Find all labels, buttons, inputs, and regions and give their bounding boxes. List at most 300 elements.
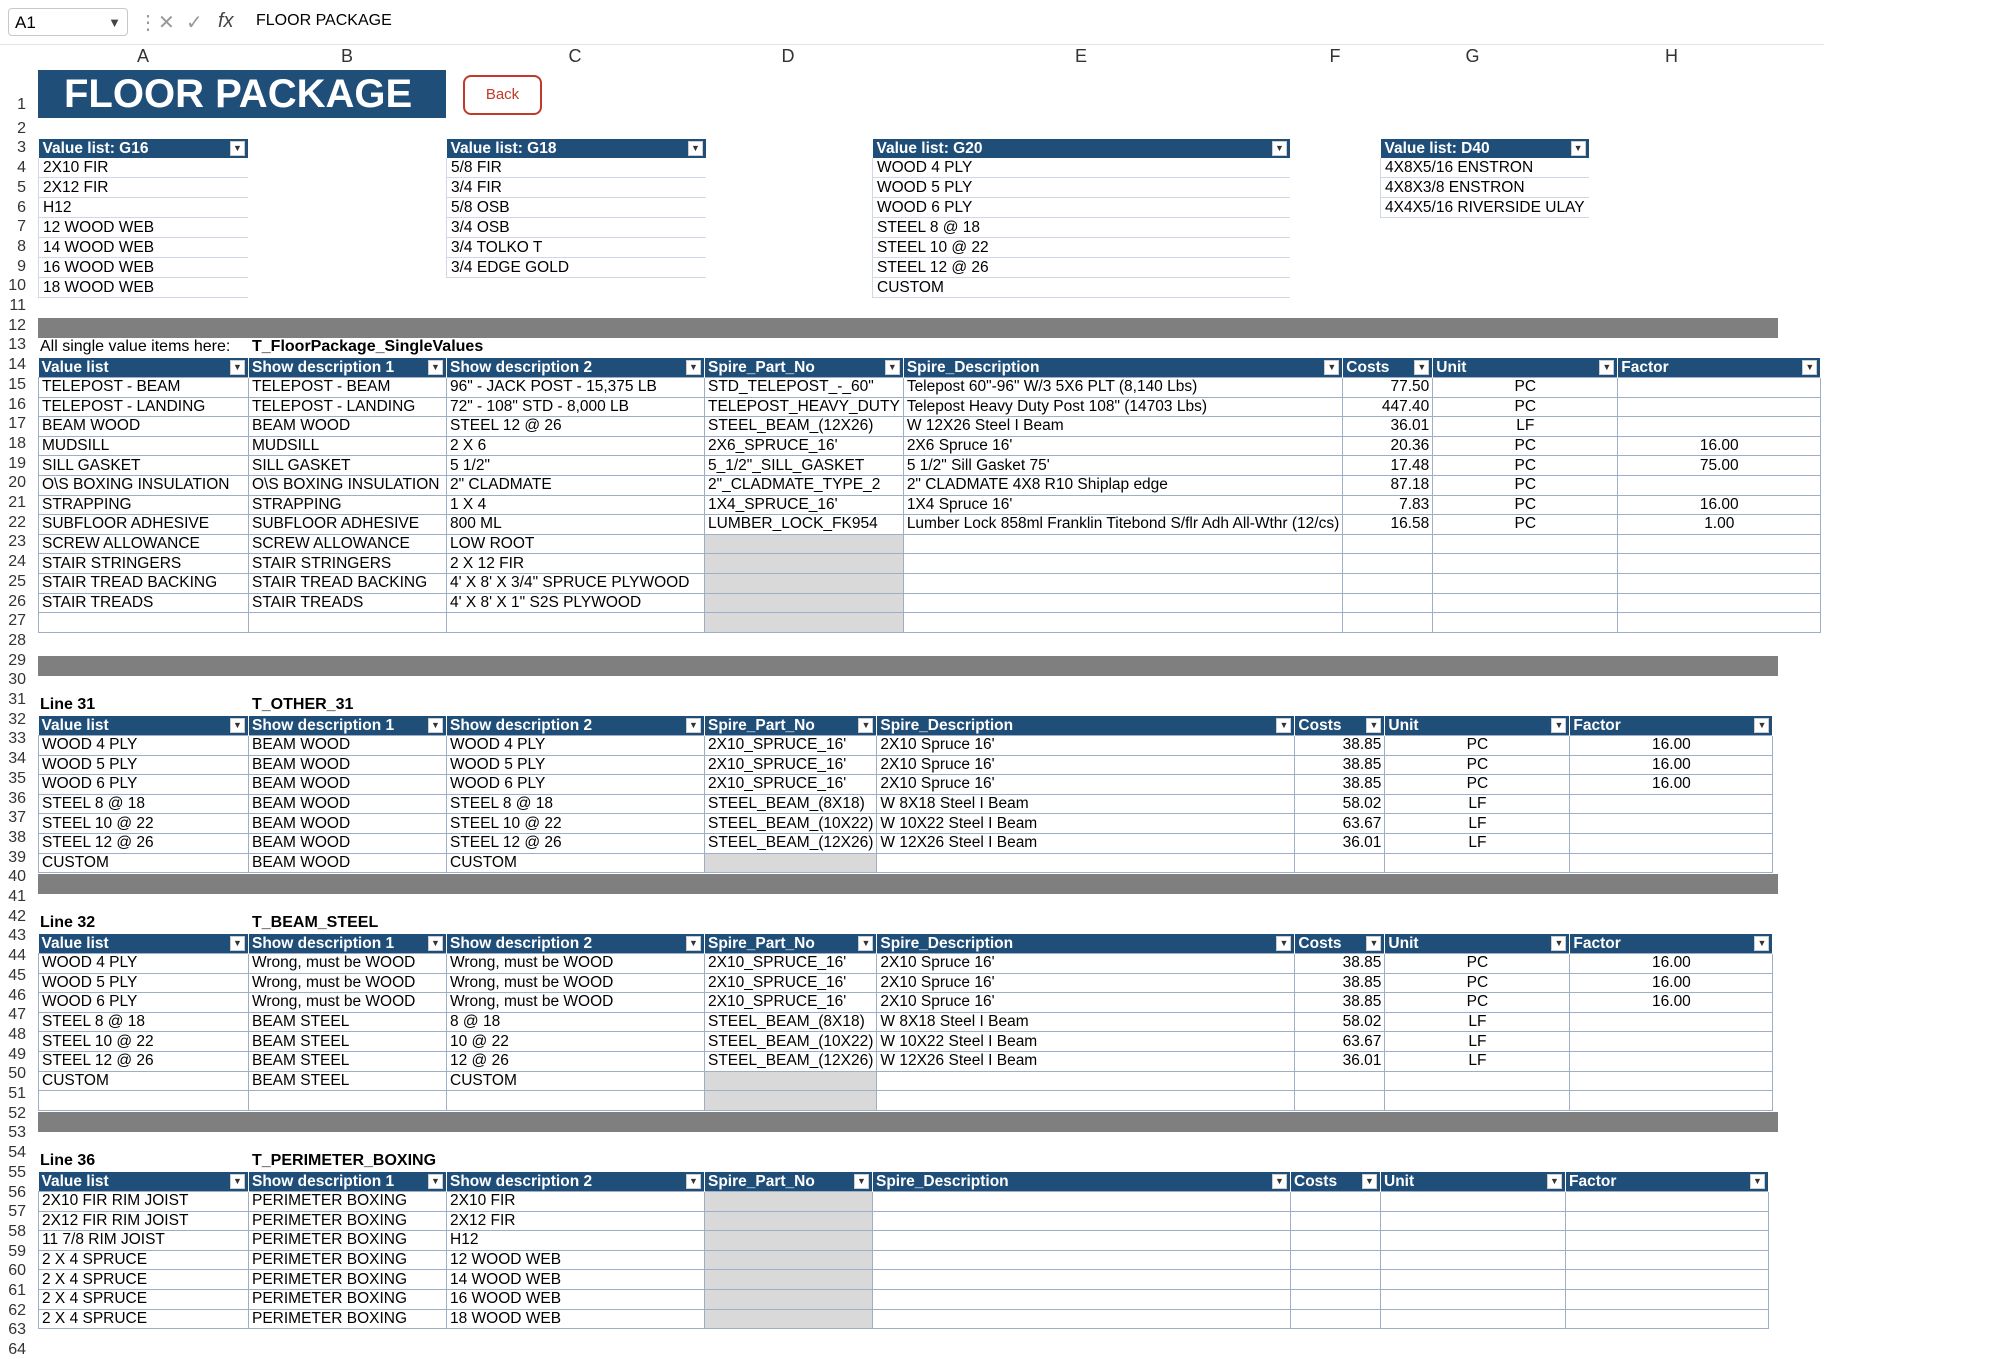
- table-cell[interactable]: [705, 1192, 873, 1212]
- value-list-item[interactable]: 18 WOOD WEB: [39, 278, 249, 298]
- table-cell[interactable]: [1618, 593, 1821, 613]
- table-cell[interactable]: [1343, 613, 1433, 633]
- table-cell[interactable]: STAIR TREAD BACKING: [249, 573, 447, 593]
- value-list-item[interactable]: 3/4 FIR: [447, 178, 707, 198]
- value-list-item[interactable]: 4X8X3/8 ENSTRON: [1381, 178, 1589, 198]
- filter-dropdown-icon[interactable]: ▼: [688, 141, 703, 156]
- table-cell[interactable]: 75.00: [1618, 456, 1821, 476]
- table-cell[interactable]: BEAM WOOD: [249, 814, 447, 834]
- table-cell[interactable]: STEEL 10 @ 22: [39, 1032, 249, 1052]
- table-cell[interactable]: [1381, 1211, 1566, 1231]
- function-icon[interactable]: fx: [218, 10, 234, 32]
- table-cell[interactable]: 16 WOOD WEB: [447, 1289, 705, 1309]
- table-cell[interactable]: W 8X18 Steel I Beam: [877, 1012, 1295, 1032]
- formula-input[interactable]: FLOOR PACKAGE: [256, 12, 392, 29]
- table-cell[interactable]: 5 1/2" Sill Gasket 75': [903, 456, 1342, 476]
- row-header[interactable]: 17: [8, 415, 26, 433]
- filter-dropdown-icon[interactable]: ▼: [230, 936, 245, 951]
- table-cell[interactable]: STRAPPING: [39, 495, 249, 515]
- table-cell[interactable]: PERIMETER BOXING: [249, 1250, 447, 1270]
- table-column-header[interactable]: [447, 1172, 705, 1192]
- row-header[interactable]: 14: [8, 356, 26, 374]
- row-header[interactable]: 3: [17, 139, 26, 157]
- table-cell[interactable]: PC: [1385, 775, 1570, 795]
- table-cell[interactable]: STEEL 10 @ 22: [39, 814, 249, 834]
- column-header[interactable]: C: [568, 46, 582, 66]
- row-header[interactable]: 20: [8, 474, 26, 492]
- table-column-header[interactable]: [39, 1172, 249, 1192]
- table-cell[interactable]: [1566, 1192, 1769, 1212]
- row-header[interactable]: 44: [8, 947, 26, 965]
- row-header[interactable]: 5: [17, 178, 26, 196]
- table-cell[interactable]: Wrong, must be WOOD: [249, 973, 447, 993]
- value-list-item[interactable]: 3/4 TOLKO T: [447, 238, 707, 258]
- table-cell[interactable]: [1295, 1091, 1385, 1111]
- table-cell[interactable]: [1618, 417, 1821, 437]
- table-cell[interactable]: [903, 534, 1342, 554]
- table-cell[interactable]: 16.00: [1570, 973, 1773, 993]
- row-header[interactable]: 12: [8, 316, 26, 334]
- table-cell[interactable]: [39, 613, 249, 633]
- filter-dropdown-icon[interactable]: ▼: [1276, 936, 1291, 951]
- table-cell[interactable]: 16.00: [1618, 495, 1821, 515]
- table-cell[interactable]: [903, 593, 1342, 613]
- table-cell[interactable]: PC: [1385, 755, 1570, 775]
- row-header[interactable]: 43: [8, 927, 26, 945]
- table-cell[interactable]: 1 X 4: [447, 495, 705, 515]
- table-cell[interactable]: [1385, 1071, 1570, 1091]
- table-cell[interactable]: [1570, 1032, 1773, 1052]
- table-cell[interactable]: LF: [1385, 794, 1570, 814]
- table-cell[interactable]: STRAPPING: [249, 495, 447, 515]
- table-cell[interactable]: 20.36: [1343, 436, 1433, 456]
- table-cell[interactable]: [1566, 1270, 1769, 1290]
- table-cell[interactable]: [1381, 1270, 1566, 1290]
- row-header[interactable]: 29: [8, 651, 26, 669]
- table-cell[interactable]: [1381, 1192, 1566, 1212]
- value-list-item[interactable]: 2X10 FIR: [39, 158, 249, 178]
- table-column-header[interactable]: [877, 934, 1295, 954]
- table-cell[interactable]: 7.83: [1343, 495, 1433, 515]
- table-cell[interactable]: [1385, 1091, 1570, 1111]
- table-cell[interactable]: PERIMETER BOXING: [249, 1211, 447, 1231]
- column-header[interactable]: G: [1465, 46, 1480, 66]
- row-header[interactable]: 57: [8, 1203, 26, 1221]
- table-column-header[interactable]: [249, 1172, 447, 1192]
- table-cell[interactable]: TELEPOST - BEAM: [39, 378, 249, 398]
- filter-dropdown-icon[interactable]: ▼: [858, 718, 873, 733]
- table-cell[interactable]: [1570, 794, 1773, 814]
- table-cell[interactable]: STEEL 12 @ 26: [39, 1051, 249, 1071]
- table-column-header[interactable]: [39, 716, 249, 736]
- filter-dropdown-icon[interactable]: ▼: [428, 360, 443, 375]
- table-cell[interactable]: 2X10 FIR: [447, 1192, 705, 1212]
- filter-dropdown-icon[interactable]: ▼: [1366, 936, 1381, 951]
- filter-dropdown-icon[interactable]: ▼: [428, 1174, 443, 1189]
- table-cell[interactable]: 2 X 4 SPRUCE: [39, 1309, 249, 1329]
- row-header[interactable]: 36: [8, 789, 26, 807]
- table-cell[interactable]: STEEL_BEAM_(8X18): [705, 1012, 877, 1032]
- table-cell[interactable]: SUBFLOOR ADHESIVE: [39, 515, 249, 535]
- value-list-item[interactable]: 3/4 OSB: [447, 218, 707, 238]
- filter-dropdown-icon[interactable]: ▼: [1551, 718, 1566, 733]
- row-header[interactable]: 30: [8, 671, 26, 689]
- table-cell[interactable]: LUMBER_LOCK_FK954: [705, 515, 904, 535]
- filter-dropdown-icon[interactable]: ▼: [1272, 141, 1287, 156]
- table-cell[interactable]: PC: [1385, 973, 1570, 993]
- table-cell[interactable]: STEEL 8 @ 18: [39, 794, 249, 814]
- filter-dropdown-icon[interactable]: ▼: [1551, 936, 1566, 951]
- table-cell[interactable]: PC: [1433, 495, 1618, 515]
- table-cell[interactable]: 2X10 Spruce 16': [877, 775, 1295, 795]
- table-cell[interactable]: PERIMETER BOXING: [249, 1270, 447, 1290]
- table-column-header[interactable]: [39, 934, 249, 954]
- table-cell[interactable]: 2X10_SPRUCE_16': [705, 954, 877, 974]
- table-cell[interactable]: [1570, 1012, 1773, 1032]
- table-cell[interactable]: [1570, 1091, 1773, 1111]
- table-cell[interactable]: [447, 1091, 705, 1111]
- filter-dropdown-icon[interactable]: ▼: [854, 1174, 869, 1189]
- table-cell[interactable]: 38.85: [1295, 993, 1385, 1013]
- row-header[interactable]: 26: [8, 592, 26, 610]
- filter-dropdown-icon[interactable]: ▼: [230, 718, 245, 733]
- table-cell[interactable]: LF: [1385, 1012, 1570, 1032]
- filter-dropdown-icon[interactable]: ▼: [1571, 141, 1586, 156]
- table-cell[interactable]: [1570, 1051, 1773, 1071]
- table-cell[interactable]: 36.01: [1295, 1051, 1385, 1071]
- value-list-item[interactable]: WOOD 4 PLY: [873, 158, 1291, 178]
- table-cell[interactable]: WOOD 4 PLY: [39, 736, 249, 756]
- table-column-header[interactable]: [1433, 358, 1618, 378]
- table-cell[interactable]: BEAM WOOD: [249, 736, 447, 756]
- value-list-item[interactable]: 5/8 FIR: [447, 158, 707, 178]
- table-cell[interactable]: STEEL_BEAM_(12X26): [705, 1051, 877, 1071]
- table-cell[interactable]: 58.02: [1295, 794, 1385, 814]
- table-cell[interactable]: SCREW ALLOWANCE: [39, 534, 249, 554]
- table-column-header[interactable]: [705, 716, 877, 736]
- table-cell[interactable]: STAIR STRINGERS: [249, 554, 447, 574]
- row-header[interactable]: 38: [8, 828, 26, 846]
- table-cell[interactable]: 2"_CLADMATE_TYPE_2: [705, 475, 904, 495]
- table-cell[interactable]: 58.02: [1295, 1012, 1385, 1032]
- table-cell[interactable]: [1291, 1192, 1381, 1212]
- table-cell[interactable]: 2X10 Spruce 16': [877, 736, 1295, 756]
- table-cell[interactable]: STEEL 12 @ 26: [39, 833, 249, 853]
- table-cell[interactable]: 36.01: [1295, 833, 1385, 853]
- table-cell[interactable]: W 12X26 Steel I Beam: [877, 833, 1295, 853]
- table-cell[interactable]: STEEL_BEAM_(10X22): [705, 1032, 877, 1052]
- table-cell[interactable]: BEAM WOOD: [39, 417, 249, 437]
- filter-dropdown-icon[interactable]: ▼: [1754, 936, 1769, 951]
- table-column-header[interactable]: [1385, 934, 1570, 954]
- table-cell[interactable]: BEAM WOOD: [249, 775, 447, 795]
- table-cell[interactable]: [1381, 1309, 1566, 1329]
- table-cell[interactable]: [873, 1192, 1291, 1212]
- table-cell[interactable]: 2X10_SPRUCE_16': [705, 736, 877, 756]
- row-header[interactable]: 40: [8, 868, 26, 886]
- table-cell[interactable]: WOOD 6 PLY: [39, 993, 249, 1013]
- row-header[interactable]: 54: [8, 1144, 26, 1162]
- row-header[interactable]: 53: [8, 1124, 26, 1142]
- table-cell[interactable]: BEAM STEEL: [249, 1051, 447, 1071]
- table-cell[interactable]: PERIMETER BOXING: [249, 1309, 447, 1329]
- table-cell[interactable]: 18 WOOD WEB: [447, 1309, 705, 1329]
- table-cell[interactable]: MUDSILL: [39, 436, 249, 456]
- table-cell[interactable]: [705, 1289, 873, 1309]
- table-cell[interactable]: [873, 1250, 1291, 1270]
- table-column-header[interactable]: [447, 358, 705, 378]
- value-list-item[interactable]: WOOD 6 PLY: [873, 198, 1291, 218]
- table-cell[interactable]: W 12X26 Steel I Beam: [877, 1051, 1295, 1071]
- table-cell[interactable]: PC: [1385, 993, 1570, 1013]
- table-cell[interactable]: 72" - 108" STD - 8,000 LB: [447, 397, 705, 417]
- row-header[interactable]: 6: [17, 198, 26, 216]
- filter-dropdown-icon[interactable]: ▼: [1802, 360, 1817, 375]
- table-column-header[interactable]: [877, 716, 1295, 736]
- table-column-header[interactable]: [1618, 358, 1821, 378]
- table-cell[interactable]: 16.00: [1570, 954, 1773, 974]
- table-cell[interactable]: 447.40: [1343, 397, 1433, 417]
- table-cell[interactable]: [1381, 1250, 1566, 1270]
- column-header[interactable]: E: [1074, 46, 1087, 66]
- row-header[interactable]: 33: [8, 730, 26, 748]
- table-cell[interactable]: [1291, 1231, 1381, 1251]
- table-cell[interactable]: W 12X26 Steel I Beam: [903, 417, 1342, 437]
- row-header[interactable]: 13: [8, 336, 26, 354]
- table-cell[interactable]: [249, 1091, 447, 1111]
- table-cell[interactable]: [705, 1250, 873, 1270]
- table-cell[interactable]: WOOD 4 PLY: [447, 736, 705, 756]
- table-cell[interactable]: [873, 1309, 1291, 1329]
- table-cell[interactable]: STD_TELEPOST_-_60": [705, 378, 904, 398]
- table-cell[interactable]: [1291, 1211, 1381, 1231]
- row-header[interactable]: 32: [8, 710, 26, 728]
- table-cell[interactable]: PC: [1433, 397, 1618, 417]
- table-cell[interactable]: CUSTOM: [447, 853, 705, 873]
- table-cell[interactable]: [705, 1309, 873, 1329]
- value-list-item[interactable]: 4X4X5/16 RIVERSIDE ULAY: [1381, 198, 1589, 218]
- table-cell[interactable]: [705, 853, 877, 873]
- value-list-item[interactable]: STEEL 8 @ 18: [873, 218, 1291, 238]
- table-cell[interactable]: 16.00: [1570, 993, 1773, 1013]
- table-cell[interactable]: STEEL 8 @ 18: [39, 1012, 249, 1032]
- table-cell[interactable]: [1343, 554, 1433, 574]
- table-cell[interactable]: MUDSILL: [249, 436, 447, 456]
- table-cell[interactable]: BEAM WOOD: [249, 417, 447, 437]
- table-cell[interactable]: [705, 613, 904, 633]
- filter-dropdown-icon[interactable]: ▼: [686, 360, 701, 375]
- table-cell[interactable]: [1618, 613, 1821, 633]
- row-header[interactable]: 22: [8, 513, 26, 531]
- cancel-icon[interactable]: ✕: [158, 12, 175, 34]
- row-header[interactable]: 28: [8, 631, 26, 649]
- row-header[interactable]: 55: [8, 1163, 26, 1181]
- table-cell[interactable]: STEEL 12 @ 26: [447, 833, 705, 853]
- row-header[interactable]: 39: [8, 848, 26, 866]
- table-cell[interactable]: 87.18: [1343, 475, 1433, 495]
- table-cell[interactable]: 36.01: [1343, 417, 1433, 437]
- table-cell[interactable]: [1566, 1309, 1769, 1329]
- table-cell[interactable]: [1343, 534, 1433, 554]
- table-cell[interactable]: [877, 1071, 1295, 1091]
- table-cell[interactable]: 2X10 Spruce 16': [877, 755, 1295, 775]
- table-cell[interactable]: [705, 1231, 873, 1251]
- table-column-header[interactable]: [705, 1172, 873, 1192]
- table-cell[interactable]: [1618, 378, 1821, 398]
- row-header[interactable]: 27: [8, 612, 26, 630]
- filter-dropdown-icon[interactable]: ▼: [1750, 1174, 1765, 1189]
- table-cell[interactable]: [1618, 534, 1821, 554]
- row-header[interactable]: 4: [17, 159, 26, 177]
- table-column-header[interactable]: [249, 934, 447, 954]
- filter-dropdown-icon[interactable]: ▼: [428, 718, 443, 733]
- filter-dropdown-icon[interactable]: ▼: [686, 936, 701, 951]
- table-cell[interactable]: 2 X 4 SPRUCE: [39, 1289, 249, 1309]
- table-cell[interactable]: PC: [1385, 736, 1570, 756]
- filter-dropdown-icon[interactable]: ▼: [686, 1174, 701, 1189]
- table-cell[interactable]: 1X4_SPRUCE_16': [705, 495, 904, 515]
- table-cell[interactable]: [1295, 853, 1385, 873]
- table-cell[interactable]: W 8X18 Steel I Beam: [877, 794, 1295, 814]
- filter-dropdown-icon[interactable]: ▼: [1414, 360, 1429, 375]
- table-cell[interactable]: 2X10_SPRUCE_16': [705, 755, 877, 775]
- more-options-icon[interactable]: ⋮: [138, 12, 158, 34]
- filter-dropdown-icon[interactable]: ▼: [1276, 718, 1291, 733]
- table-cell[interactable]: [1343, 593, 1433, 613]
- table-cell[interactable]: STAIR TREAD BACKING: [39, 573, 249, 593]
- column-header[interactable]: A: [136, 46, 149, 66]
- table-cell[interactable]: Wrong, must be WOOD: [249, 993, 447, 1013]
- row-header[interactable]: 51: [8, 1085, 26, 1102]
- table-cell[interactable]: SCREW ALLOWANCE: [249, 534, 447, 554]
- table-cell[interactable]: 5 1/2": [447, 456, 705, 476]
- value-list-item[interactable]: 4X8X5/16 ENSTRON: [1381, 158, 1589, 178]
- table-cell[interactable]: STEEL 12 @ 26: [447, 417, 705, 437]
- table-cell[interactable]: [1566, 1211, 1769, 1231]
- table-cell[interactable]: PC: [1433, 436, 1618, 456]
- value-list-item[interactable]: 5/8 OSB: [447, 198, 707, 218]
- table-cell[interactable]: SUBFLOOR ADHESIVE: [249, 515, 447, 535]
- table-cell[interactable]: [1570, 833, 1773, 853]
- table-cell[interactable]: BEAM WOOD: [249, 755, 447, 775]
- row-header[interactable]: 10: [8, 277, 26, 295]
- table-cell[interactable]: PC: [1433, 456, 1618, 476]
- table-cell[interactable]: 2" CLADMATE: [447, 475, 705, 495]
- back-button[interactable]: Back: [463, 75, 542, 115]
- filter-dropdown-icon[interactable]: ▼: [1272, 1174, 1287, 1189]
- row-header[interactable]: 31: [8, 691, 26, 708]
- table-cell[interactable]: [1566, 1231, 1769, 1251]
- table-cell[interactable]: 800 ML: [447, 515, 705, 535]
- table-cell[interactable]: 38.85: [1295, 954, 1385, 974]
- row-header[interactable]: 41: [8, 888, 26, 905]
- row-header[interactable]: 8: [17, 237, 26, 255]
- table-cell[interactable]: 2X6 Spruce 16': [903, 436, 1342, 456]
- table-cell[interactable]: 1X4 Spruce 16': [903, 495, 1342, 515]
- table-cell[interactable]: [903, 573, 1342, 593]
- table-cell[interactable]: 16.00: [1570, 775, 1773, 795]
- row-header[interactable]: 45: [8, 966, 26, 984]
- table-cell[interactable]: STEEL_BEAM_(12X26): [705, 417, 904, 437]
- table-cell[interactable]: [1433, 554, 1618, 574]
- table-cell[interactable]: [705, 573, 904, 593]
- table-cell[interactable]: WOOD 4 PLY: [39, 954, 249, 974]
- table-column-header[interactable]: [1291, 1172, 1381, 1192]
- table-cell[interactable]: TELEPOST_HEAVY_DUTY: [705, 397, 904, 417]
- table-cell[interactable]: [1381, 1231, 1566, 1251]
- table-cell[interactable]: [1295, 1071, 1385, 1091]
- filter-dropdown-icon[interactable]: ▼: [428, 936, 443, 951]
- table-cell[interactable]: [873, 1270, 1291, 1290]
- row-header[interactable]: 59: [8, 1242, 26, 1260]
- table-column-header[interactable]: [1385, 716, 1570, 736]
- table-column-header[interactable]: [873, 1172, 1291, 1192]
- table-cell[interactable]: BEAM STEEL: [249, 1012, 447, 1032]
- value-list-item[interactable]: STEEL 12 @ 26: [873, 258, 1291, 278]
- table-cell[interactable]: 2X10_SPRUCE_16': [705, 775, 877, 795]
- table-cell[interactable]: CUSTOM: [447, 1071, 705, 1091]
- table-cell[interactable]: 12 WOOD WEB: [447, 1250, 705, 1270]
- name-box[interactable]: [8, 8, 128, 36]
- table-cell[interactable]: W 10X22 Steel I Beam: [877, 1032, 1295, 1052]
- table-column-header[interactable]: [1566, 1172, 1769, 1192]
- table-cell[interactable]: [873, 1231, 1291, 1251]
- table-cell[interactable]: [1618, 554, 1821, 574]
- filter-dropdown-icon[interactable]: ▼: [1599, 360, 1614, 375]
- table-column-header[interactable]: [249, 358, 447, 378]
- table-cell[interactable]: [705, 593, 904, 613]
- value-list-item[interactable]: 3/4 EDGE GOLD: [447, 258, 707, 278]
- table-cell[interactable]: [705, 1270, 873, 1290]
- table-cell[interactable]: WOOD 6 PLY: [39, 775, 249, 795]
- table-cell[interactable]: BEAM WOOD: [249, 853, 447, 873]
- table-cell[interactable]: PERIMETER BOXING: [249, 1192, 447, 1212]
- row-header[interactable]: 1: [17, 96, 26, 113]
- table-cell[interactable]: STEEL_BEAM_(8X18): [705, 794, 877, 814]
- table-cell[interactable]: Wrong, must be WOOD: [249, 954, 447, 974]
- table-cell[interactable]: PC: [1433, 378, 1618, 398]
- table-cell[interactable]: CUSTOM: [39, 853, 249, 873]
- table-cell[interactable]: Wrong, must be WOOD: [447, 954, 705, 974]
- table-cell[interactable]: 16.00: [1618, 436, 1821, 456]
- table-column-header[interactable]: [705, 934, 877, 954]
- table-cell[interactable]: 2X12 FIR RIM JOIST: [39, 1211, 249, 1231]
- table-cell[interactable]: 16.00: [1570, 736, 1773, 756]
- row-header[interactable]: 47: [8, 1006, 26, 1024]
- row-header[interactable]: 19: [8, 454, 26, 472]
- table-cell[interactable]: 2X12 FIR: [447, 1211, 705, 1231]
- table-cell[interactable]: 63.67: [1295, 1032, 1385, 1052]
- table-cell[interactable]: [1433, 534, 1618, 554]
- table-cell[interactable]: BEAM WOOD: [249, 794, 447, 814]
- table-cell[interactable]: [1618, 397, 1821, 417]
- table-column-header[interactable]: [1295, 716, 1385, 736]
- table-column-header[interactable]: [1343, 358, 1433, 378]
- row-header[interactable]: 63: [8, 1321, 26, 1339]
- table-cell[interactable]: [1291, 1289, 1381, 1309]
- table-cell[interactable]: 12 @ 26: [447, 1051, 705, 1071]
- table-cell[interactable]: [1381, 1289, 1566, 1309]
- table-cell[interactable]: [1566, 1289, 1769, 1309]
- table-cell[interactable]: 11 7/8 RIM JOIST: [39, 1231, 249, 1251]
- table-cell[interactable]: [705, 554, 904, 574]
- table-cell[interactable]: [705, 1071, 877, 1091]
- row-header[interactable]: 49: [8, 1045, 26, 1063]
- table-column-header[interactable]: [447, 716, 705, 736]
- table-cell[interactable]: [873, 1211, 1291, 1231]
- table-cell[interactable]: [873, 1289, 1291, 1309]
- row-header[interactable]: 58: [8, 1222, 26, 1240]
